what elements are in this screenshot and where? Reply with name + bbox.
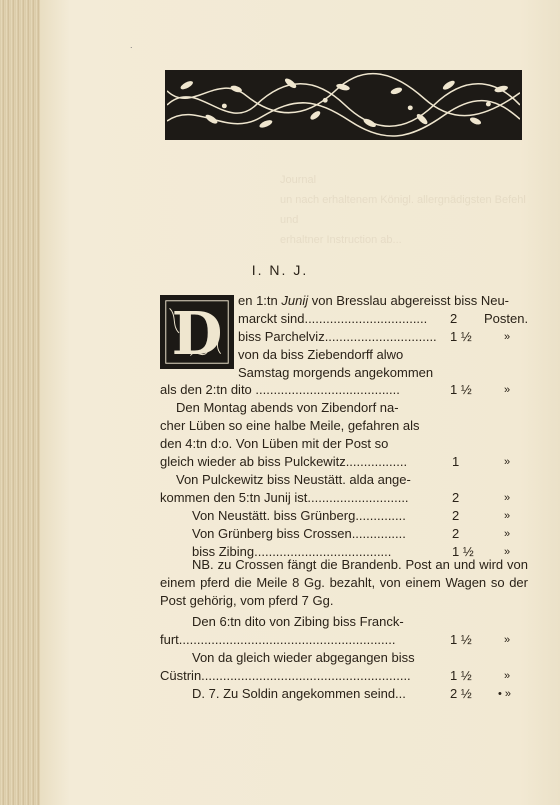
- entry-line: en 1:tn Junij von Bresslau abgereisst biss Neu-: [238, 293, 509, 308]
- entry-line: biss Zibing...................................... 1 ½ »: [192, 544, 511, 559]
- entry-line: furt............................................................ 1 ½ »: [160, 632, 511, 647]
- entry-line: Von Neustätt. biss Grünberg.............. 2 »: [192, 508, 511, 523]
- svg-text:D: D: [171, 298, 223, 367]
- entry-line: gleich wieder ab biss Pulckewitz................. 1 »: [160, 454, 511, 469]
- entry-line: D. 7. Zu Soldin angekommen seind... 2 ½ • »: [192, 686, 512, 701]
- page-heading: I. N. J.: [251, 262, 309, 278]
- entry-line: Den 6:tn dito von Zibing biss Franck-: [192, 614, 404, 629]
- nota-bene-paragraph: NB. zu Crossen fängt die Brandenb. Post an und wird von einem pferd die Meile 8 Gg. bezahlt, von einem Wagen so der Post gehörig, vom pferd 7 Gg.: [160, 557, 528, 608]
- bleed-through-text: Journal un nach erhaltenem Königl. allergnädigsten Befehl und erhaltner Instruction ab...: [280, 174, 526, 246]
- entry-line: Von Grünberg biss Crossen............... 2 »: [192, 526, 511, 541]
- drop-cap-initial: [160, 295, 234, 369]
- entry-line: Von Pulckewitz biss Neustätt. alda ange-: [176, 472, 411, 487]
- entry-line: marckt sind.................................. 2 Posten.: [238, 311, 529, 326]
- entry-line: biss Parchelviz............................... 1 ½ »: [238, 329, 511, 344]
- tick-mark: [130, 40, 142, 44]
- floral-ornament-header: [165, 70, 522, 140]
- entry-line: cher Lüben so eine halbe Meile, gefahren als: [160, 418, 420, 433]
- entry-line: den 4:tn d:o. Von Lüben mit der Post so: [160, 436, 389, 451]
- book-page-edges: [0, 0, 41, 805]
- entry-line: Von da gleich wieder abgegangen biss: [192, 650, 415, 665]
- entry-line: von da biss Ziebendorff alwo: [238, 347, 404, 362]
- entry-line: Cüstrin.......................................................... 1 ½ »: [160, 668, 511, 683]
- entry-line: Samstag morgends angekommen: [238, 365, 434, 380]
- entry-line: kommen den 5:tn Junij ist............................ 2 »: [160, 490, 511, 505]
- entry-line: Den Montag abends von Zibendorf na-: [176, 400, 399, 415]
- entry-line: als den 2:tn dito ........................................ 1 ½ »: [160, 382, 511, 397]
